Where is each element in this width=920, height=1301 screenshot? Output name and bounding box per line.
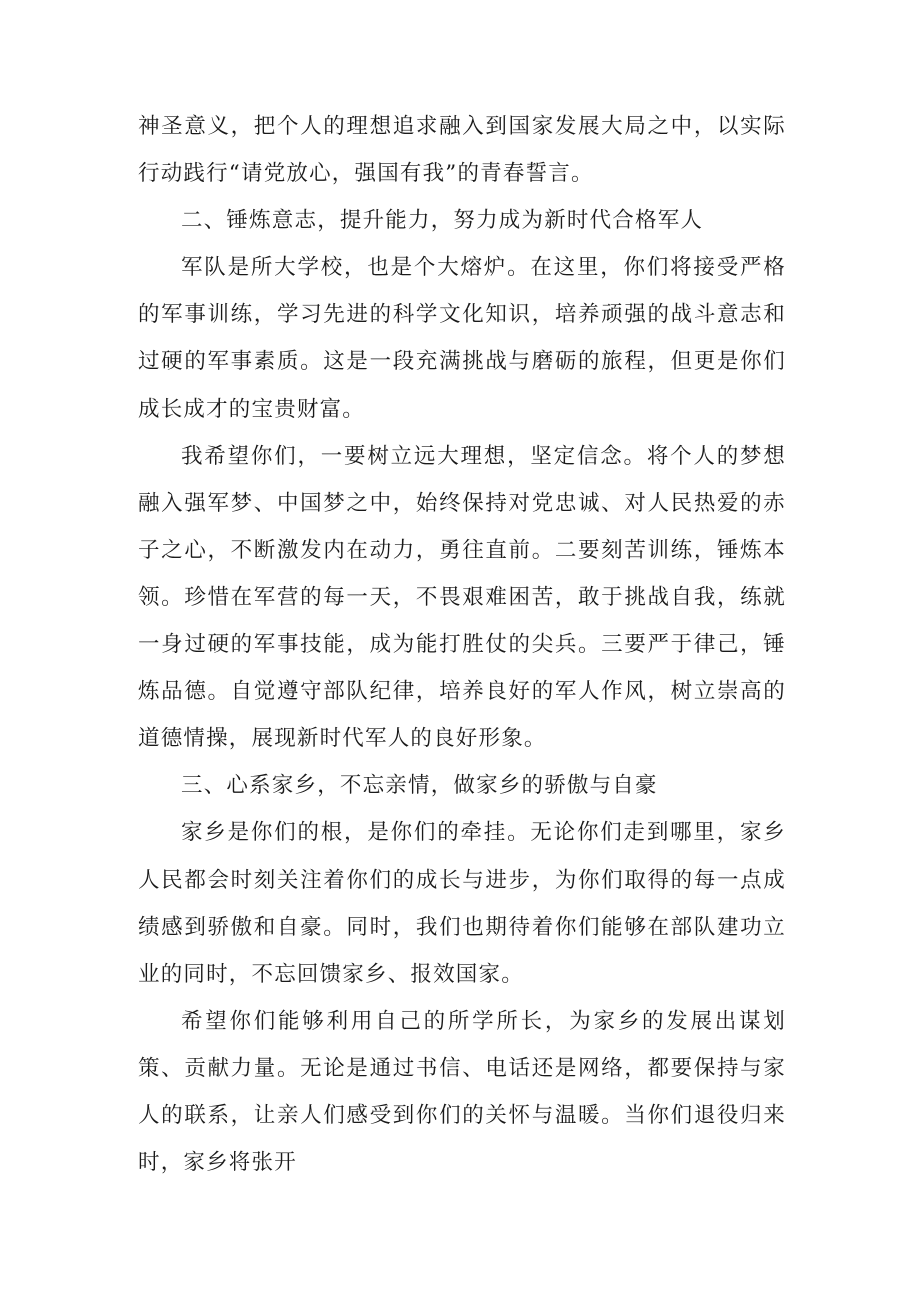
paragraph-military-school: 军队是所大学校，也是个大熔炉。在这里，你们将接受严格的军事训练，学习先进的科学文化知识，培养顽强的战斗意志和过硬的军事素质。这是一段充满挑战与磨砺的旅程，但更是你们成长成才的宝贵财富。	[138, 255, 786, 422]
paragraph-hometown: 家乡是你们的根，是你们的牵挂。无论你们走到哪里，家乡人民都会时刻关注着你们的成长与进步，为你们取得的每一点成绩感到骄傲和自豪。同时，我们也期待着你们能够在部队建功立业的同时，不忘回馈家乡、报效国家。	[138, 820, 786, 987]
paragraph-hopes: 我希望你们，一要树立远大理想，坚定信念。将个人的梦想融入强军梦、中国梦之中，始终保持对党忠诚、对人民热爱的赤子之心，不断激发内在动力，勇往直前。二要刻苦训练，锤炼本领。珍惜在军营的每一天，不畏艰难困苦，敢于挑战自我，练就一身过硬的军事技能，成为能打胜仗的尖兵。三要严于律己，锤炼品德。自觉遵守部队纪律，培养良好的军人作风，树立崇高的道德情操，展现新时代军人的良好形象。	[138, 443, 786, 752]
section-heading-2: 二、锤炼意志，提升能力，努力成为新时代合格军人	[181, 208, 704, 234]
paragraph-contribute: 希望你们能够利用自己的所学所长，为家乡的发展出谋划策、贡献力量。无论是通过书信、电话还是网络，都要保持与家人的联系，让亲人们感受到你们的关怀与温暖。当你们退役归来时，家乡将张开	[138, 1008, 786, 1176]
document-body	[138, 103, 786, 1186]
section-heading-3: 三、心系家乡，不忘亲情，做家乡的骄傲与自豪	[181, 773, 658, 799]
paragraph-continuation: 神圣意义，把个人的理想追求融入到国家发展大局之中，以实际行动践行“请党放心，强国有我”的青春誓言。	[138, 114, 786, 187]
